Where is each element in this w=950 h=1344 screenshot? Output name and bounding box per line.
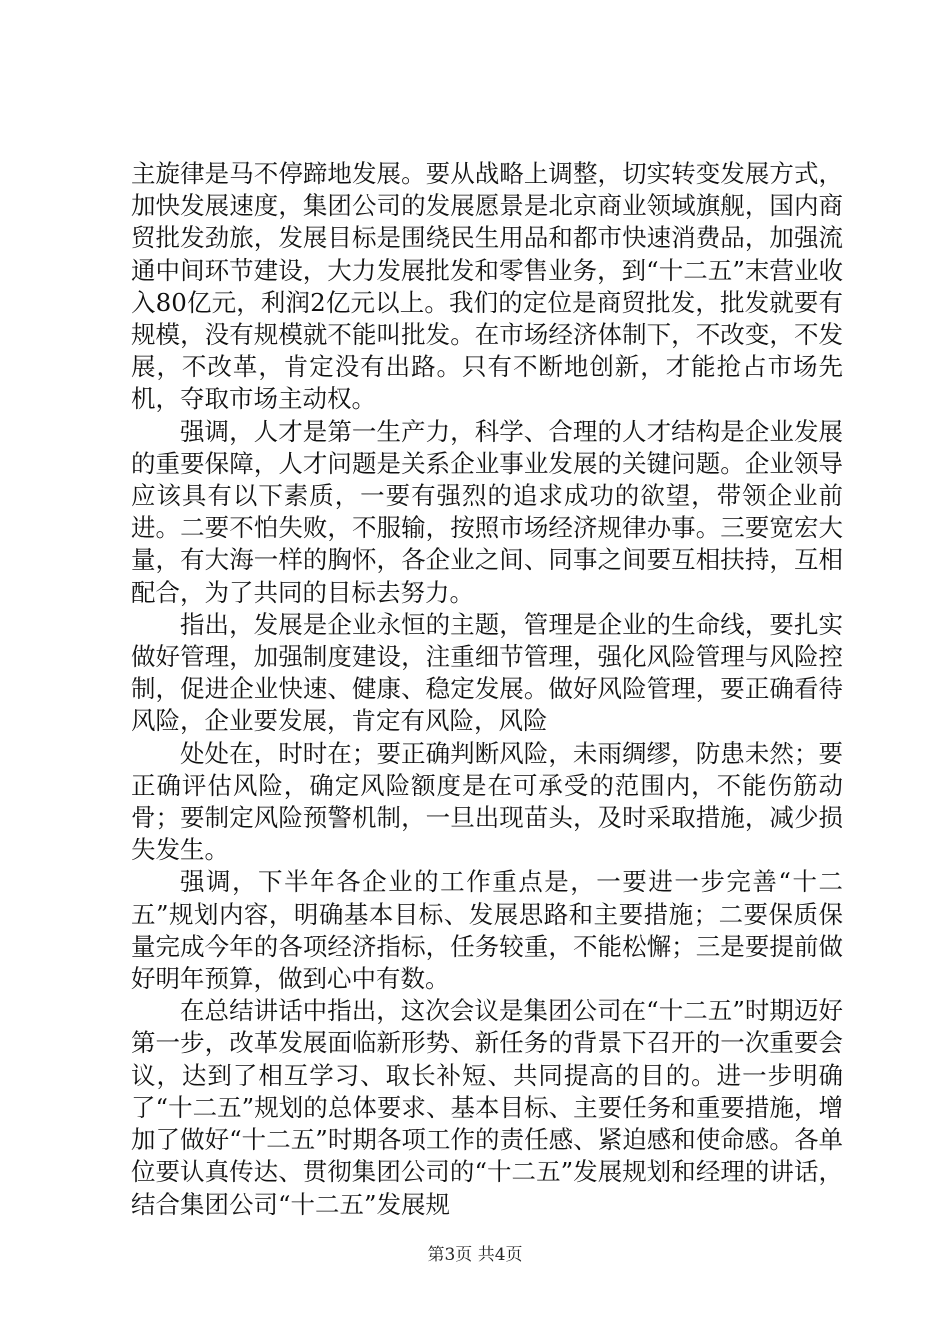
page-number-footer: 第3页 共4页 <box>427 1245 523 1265</box>
paragraph-summary: 在总结讲话中指出，这次会议是集团公司在“十二五”时期迈好第一步，改革发展面临新形势、新任务的背景下召开的一次重要会议，达到了相互学习、取长补短、共同提高的目的。进一步明确了“十二五”规划的总体要求、基本目标、主要任务和重要措施，增加了做好“十二五”时期各项工作的责任感、紧迫感和使命感。各单位要认真传达、贯彻集团公司的“十二五”发展规划和经理的讲话，结合集团公司“十二五”发展规 <box>131 996 843 1219</box>
paragraph-risk: 处处在，时时在；要正确判断风险，未雨绸缪，防患未然；要正确评估风险，确定风险额度是在可承受的范围内，不能伤筋动骨；要制定风险预警机制，一旦出现苗头，及时采取措施，减少损失发生。 <box>131 738 843 865</box>
paragraph-continuation: 主旋律是马不停蹄地发展。要从战略上调整，切实转变发展方式，加快发展速度，集团公司的发展愿景是北京商业领域旗舰，国内商贸批发劲旅，发展目标是围绕民生用品和都市快速消费品，加强流通中间环节建设，大力发展批发和零售业务，到“十二五”末营业收入80亿元，利润2亿元以上。我们的定位是商贸批发，批发就要有规模，没有规模就不能叫批发。在市场经济体制下，不改变，不发展，不改革，肯定没有出路。只有不断地创新，才能抢占市场先机，夺取市场主动权。 <box>131 159 843 414</box>
paragraph-priorities: 强调，下半年各企业的工作重点是，一要进一步完善“十二五”规划内容，明确基本目标、发展思路和主要措施；二要保质保量完成今年的各项经济指标，任务较重，不能松懈；三是要提前做好明年预算，做到心中有数。 <box>131 867 843 994</box>
paragraph-management: 指出，发展是企业永恒的主题，管理是企业的生命线，要扎实做好管理，加强制度建设，注重细节管理，强化风险管理与风险控制，促进企业快速、健康、稳定发展。做好风险管理，要正确看待风险，企业要发展，肯定有风险，风险 <box>131 609 843 736</box>
body-text <box>131 158 843 1221</box>
paragraph-talent: 强调，人才是第一生产力，科学、合理的人才结构是企业发展的重要保障，人才问题是关系企业事业发展的关键问题。企业领导应该具有以下素质，一要有强烈的追求成功的欲望，带领企业前进。二要不怕失败，不服输，按照市场经济规律办事。三要宽宏大量，有大海一样的胸怀，各企业之间、同事之间要互相扶持，互相配合，为了共同的目标去努力。 <box>131 416 843 607</box>
